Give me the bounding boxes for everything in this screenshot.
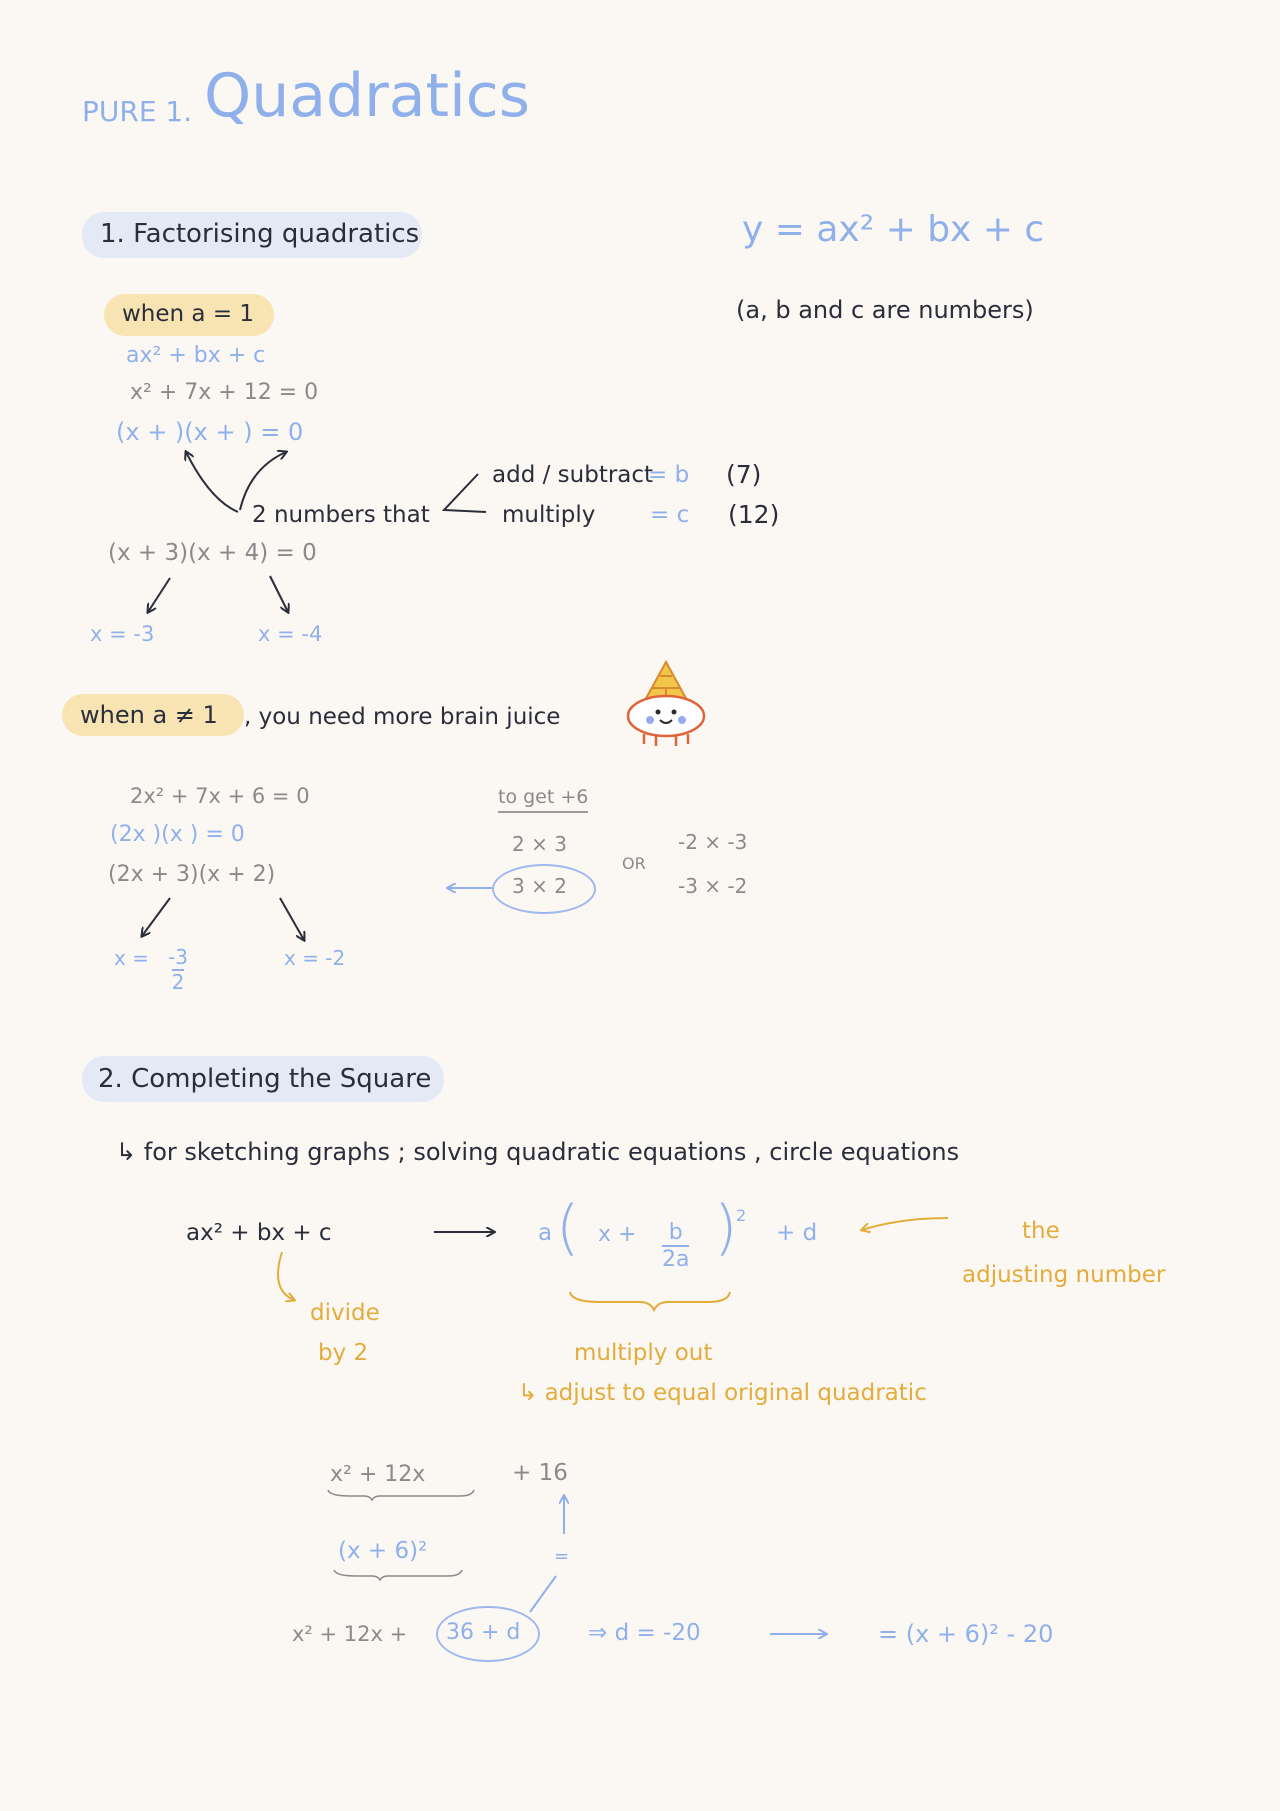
example-line3: x² + 12x + [292,1622,408,1646]
example-circled: 36 + d [446,1620,521,1645]
case2-neg1: -2 × -3 [678,830,748,854]
case2-root1-numerator: -3 [168,945,188,969]
case1-hint-add: add / subtract [492,462,654,488]
example-square: (x + 6)² [338,1538,428,1564]
case1-root1: x = -3 [90,622,155,646]
case1-val-c: (12) [728,500,780,529]
case1-factored: (x + 3)(x + 4) = 0 [108,540,317,566]
case1-eq-c: = c [650,502,690,528]
case2-factored: (2x + 3)(x + 2) [108,862,276,887]
case1-hint-multiply: multiply [502,502,596,528]
adjusting-label-1: the [1022,1218,1060,1244]
cts-rhs-numerator: b [668,1220,683,1245]
cts-rhs-exp: 2 [736,1206,747,1225]
case2-to-get: to get +6 [498,788,588,813]
case2-root2: x = -2 [284,946,346,970]
case2-or: OR [622,854,646,873]
section2-purpose: ↳ for sketching graphs ; solving quadratic equations , circle equations [116,1138,960,1166]
cts-rhs-fraction [662,1220,689,1273]
header-label: PURE 1. [82,95,193,128]
case1-generic: ax² + bx + c [126,343,266,368]
case1-hint-prefix: 2 numbers that [252,502,430,528]
page-title: Quadratics [204,61,530,131]
divide-label: divide [310,1300,380,1326]
case1-template: (x + )(x + ) = 0 [116,418,304,446]
multiply-out-label: multiply out [574,1340,713,1366]
example-const: + 16 [512,1460,568,1486]
cts-rhs-denominator: 2a [662,1247,690,1273]
case2-pair2: 3 × 2 [512,874,567,898]
case1-root2: x = -4 [258,622,323,646]
example-final: = (x + 6)² - 20 [878,1620,1054,1648]
case2-comment: , you need more brain juice [244,704,561,730]
case2-neg2: -3 × -2 [678,874,748,898]
general-form-note: (a, b and c are numbers) [736,296,1034,324]
cts-rhs-x: x + [598,1222,637,1247]
case1-eq-b: = b [648,462,690,488]
cts-rhs-close-paren: ) [714,1193,738,1263]
brain-juice-mascot [622,658,712,750]
case2-root1-prefix: x = [114,946,149,970]
general-form-equation: y = ax² + bx + c [742,209,1045,250]
adjusting-label-2: adjusting number [962,1262,1166,1288]
cts-lhs: ax² + bx + c [186,1220,332,1246]
case1-val-b: (7) [726,460,762,489]
case2-root1-denominator: 2 [171,970,185,994]
case2-example: 2x² + 7x + 6 = 0 [130,784,310,808]
adjust-label: ↳ adjust to equal original quadratic [518,1380,927,1406]
case1-badge: when a = 1 [122,301,255,327]
case1-example: x² + 7x + 12 = 0 [130,380,319,405]
case2-template: (2x )(x ) = 0 [110,822,245,847]
cts-rhs-open-paren: ( [556,1193,580,1263]
section1-heading: 1. Factorising quadratics [100,219,420,249]
case2-pair1: 2 × 3 [512,832,567,856]
example-equals: = [554,1546,570,1567]
cts-rhs-a: a [538,1220,553,1246]
case2-badge: when a ≠ 1 [80,701,218,729]
example-result: ⇒ d = -20 [588,1620,701,1646]
example-line1: x² + 12x [330,1462,426,1487]
section2-heading: 2. Completing the Square [98,1064,432,1094]
by2-label: by 2 [318,1340,369,1366]
case2-root1-fraction [168,946,188,994]
cts-rhs-d: + d [776,1220,818,1246]
